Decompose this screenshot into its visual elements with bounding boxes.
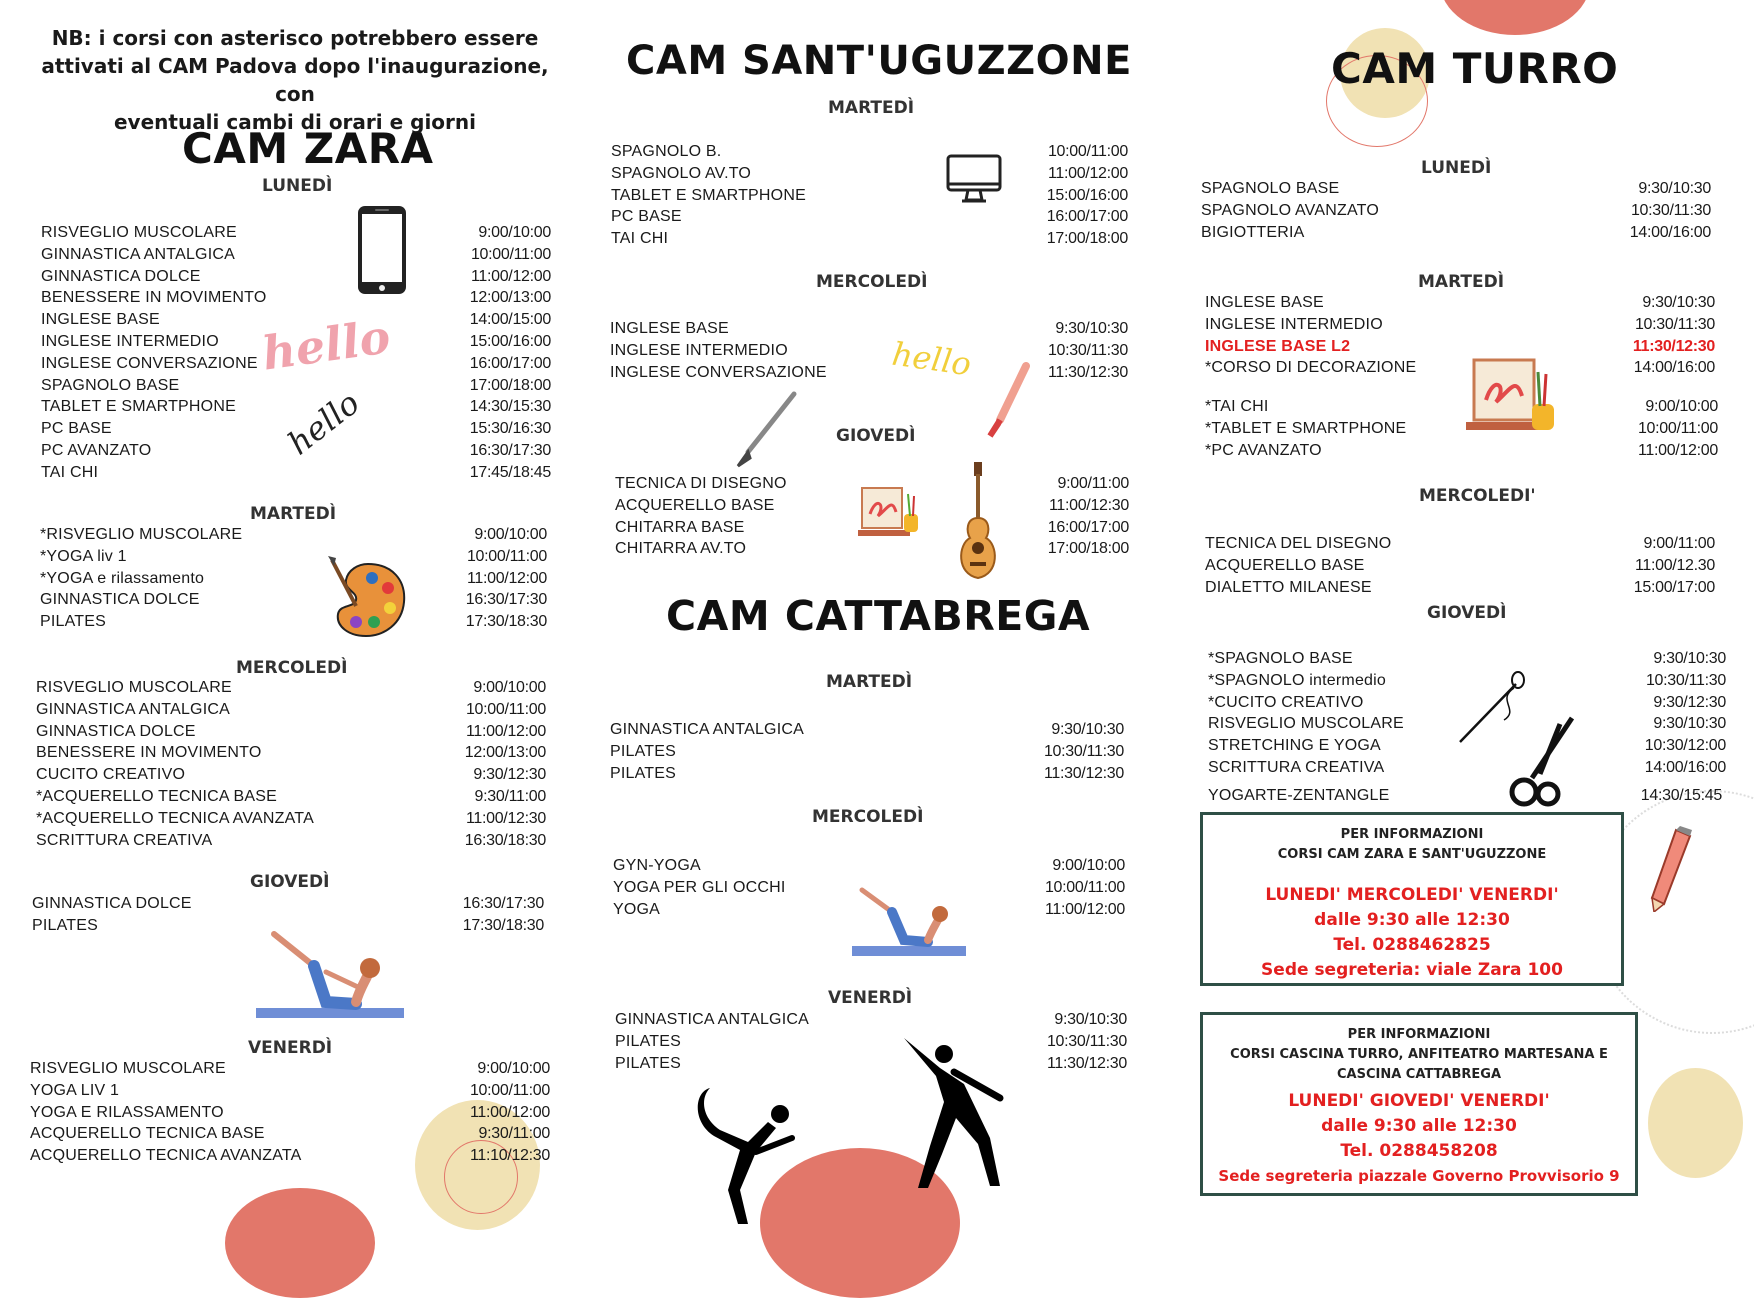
pencil-icon (1646, 826, 1694, 912)
course-time: 15:00/16:00 (1046, 186, 1128, 204)
course-time: 17:00/18:00 (1047, 540, 1129, 558)
course-time: 9:30/12:30 (473, 766, 546, 784)
course-name: *CORSO DI DECORAZIONE (1205, 359, 1417, 377)
schedule-row (1205, 336, 1715, 358)
course-name: *SPAGNOLO intermedio (1208, 671, 1386, 689)
course-time: 10:00/11:00 (469, 1081, 550, 1099)
blob-red-top (1440, 0, 1590, 35)
course-name: INGLESE BASE (41, 311, 160, 329)
scissors-icon (1506, 714, 1578, 810)
course-time: 11:00/12:00 (469, 1103, 550, 1121)
uguzzone-martedi-list (611, 141, 1128, 250)
schedule-row (30, 1058, 550, 1080)
course-time: 11:00/12:00 (1044, 900, 1125, 918)
course-name: GYN-YOGA (613, 857, 701, 874)
course-name: ACQUERELLO BASE (615, 496, 775, 514)
schedule-row (41, 462, 551, 484)
stretching-silhouette-illustration (900, 1028, 1010, 1193)
course-name: INGLESE BASE (1205, 294, 1324, 311)
course-name: GINNASTICA DOLCE (41, 267, 201, 285)
course-time: 10:30/11:30 (1047, 341, 1128, 359)
schedule-row (30, 1102, 550, 1124)
easel-icon (1462, 356, 1558, 446)
schedule-row (41, 222, 551, 244)
course-time: 14:00/16:00 (1633, 359, 1715, 377)
course-time: 14:30/15:30 (469, 398, 551, 416)
schedule-row (1205, 577, 1715, 599)
schedule-row (41, 375, 551, 397)
schedule-row (36, 786, 546, 808)
course-name: RISVEGLIO MUSCOLARE (1208, 715, 1404, 733)
course-name: INGLESE CONVERSAZIONE (610, 363, 827, 381)
course-time: 10:00/11:00 (1047, 143, 1128, 160)
course-time: 17:00/18:00 (1046, 230, 1128, 248)
course-name: GINNASTICA ANTALGICA (610, 721, 804, 738)
course-time: 9:30/10:30 (1054, 1011, 1127, 1028)
schedule-row (36, 677, 546, 699)
schedule-row (615, 1031, 1127, 1053)
turro-martedi-list (1205, 292, 1715, 379)
course-name: GINNASTICA DOLCE (36, 722, 196, 740)
title-cam-cattabrega: CAM CATTABREGA (666, 592, 1091, 640)
course-time: 11:00/12:00 (465, 722, 546, 740)
day-mercoledi: MERCOLEDÌ (236, 658, 348, 678)
info-box-zara-uguzzone (1200, 812, 1624, 986)
course-name: PILATES (40, 613, 107, 631)
course-time: 16:00/17:00 (1047, 518, 1129, 536)
course-time: 10:30/11:30 (1634, 315, 1715, 333)
info-phone: Tel. 0288462825 (1333, 935, 1491, 955)
cattabrega-martedi-list (610, 719, 1124, 784)
schedule-row (32, 893, 544, 915)
info-hours: dalle 9:30 alle 12:30 (1321, 1116, 1517, 1136)
info-phone: Tel. 0288458208 (1340, 1141, 1498, 1161)
day-giovedi: GIOVEDÌ (1427, 603, 1507, 623)
schedule-row (611, 228, 1128, 250)
paintbrush-icon (972, 362, 1032, 442)
course-time: 17:45/18:45 (469, 463, 551, 481)
pilates-figure-illustration (256, 924, 406, 1020)
day-venerdi: VENERDÌ (828, 988, 913, 1008)
course-time: 11:10/12:30 (469, 1147, 550, 1165)
course-time: 17:30/18:30 (465, 613, 547, 631)
schedule-row (611, 141, 1128, 163)
course-time: 11:30/12:30 (1047, 363, 1128, 381)
schedule-row (36, 808, 546, 830)
turro-lunedi-list (1201, 178, 1711, 243)
schedule-row (40, 524, 547, 546)
course-time: 9:30/10:30 (1638, 180, 1711, 197)
course-time: 9:30/11:00 (478, 1125, 550, 1143)
course-time: 9:00/10:00 (473, 679, 546, 696)
zara-mercoledi-list (36, 677, 546, 851)
course-time: 9:30/10:30 (1642, 294, 1715, 311)
course-time: 11:00/12:00 (1637, 441, 1718, 459)
course-name: ACQUERELLO TECNICA BASE (30, 1125, 265, 1143)
course-name: RISVEGLIO MUSCOLARE (36, 679, 232, 696)
title-cam-turro: CAM TURRO (1331, 44, 1619, 93)
course-time: 16:30/18:30 (464, 831, 546, 849)
course-name: *ACQUERELLO TECNICA AVANZATA (36, 809, 314, 827)
schedule-row (40, 589, 547, 611)
schedule-row (1201, 178, 1711, 200)
course-name: TECNICA DI DISEGNO (615, 475, 787, 492)
schedule-row (36, 830, 546, 852)
course-time: 14:30/15:45 (1640, 787, 1722, 804)
title-cam-sant-uguzzone: CAM SANT'UGUZZONE (626, 38, 1132, 84)
course-time: 9:30/11:00 (474, 787, 546, 805)
info-days: LUNEDI' GIOVEDI' VENERDI' (1288, 1091, 1550, 1111)
course-name: BENESSERE IN MOVIMENTO (41, 289, 267, 307)
course-name: *TABLET E SMARTPHONE (1205, 419, 1407, 437)
course-time: 9:00/10:00 (478, 224, 551, 241)
course-time: 10:30/11:30 (1630, 201, 1711, 219)
course-time: 10:30/11:30 (1043, 742, 1124, 760)
schedule-row (40, 546, 547, 568)
pilates-figure-illustration (852, 878, 968, 958)
course-time: 10:30/11:30 (1645, 671, 1726, 689)
schedule-row (1205, 314, 1715, 336)
course-name: TABLET E SMARTPHONE (41, 398, 236, 416)
course-name: SPAGNOLO B. (611, 143, 722, 160)
course-name: TECNICA DEL DISEGNO (1205, 535, 1392, 552)
cattabrega-venerdi-list (615, 1009, 1127, 1074)
course-time: 10:00/11:00 (470, 245, 551, 263)
day-mercoledi: MERCOLEDÌ (816, 272, 928, 292)
course-name: YOGA (613, 900, 661, 918)
course-name: *ACQUERELLO TECNICA BASE (36, 787, 278, 805)
course-name: *CUCITO CREATIVO (1208, 693, 1364, 711)
course-name: INGLESE CONVERSAZIONE (41, 354, 258, 372)
course-name: INGLESE BASE L2 (1205, 337, 1351, 355)
course-name: STRETCHING E YOGA (1208, 737, 1381, 755)
schedule-row (1205, 533, 1715, 555)
schedule-row (610, 362, 1128, 384)
schedule-row (41, 396, 551, 418)
day-martedi: MARTEDÌ (826, 672, 913, 692)
info-heading: PER INFORMAZIONI (1340, 827, 1484, 842)
paintbrush-icon (730, 390, 800, 470)
course-time: 9:30/10:30 (1653, 715, 1726, 733)
course-time: 10:30/12:00 (1644, 737, 1726, 755)
course-time: 9:30/12:30 (1653, 693, 1726, 711)
course-time: 11:00/12:30 (1048, 496, 1129, 514)
course-time: 11:00/12:00 (466, 569, 547, 587)
course-time: 15:00/17:00 (1633, 578, 1715, 596)
course-name: BENESSERE IN MOVIMENTO (36, 744, 262, 762)
course-name: GINNASTICA DOLCE (32, 895, 192, 912)
course-time: 14:00/16:00 (1644, 758, 1726, 776)
course-name: DIALETTO MILANESE (1205, 578, 1372, 596)
course-time: 10:30/11:30 (1046, 1032, 1127, 1050)
course-time: 10:00/11:00 (1637, 419, 1718, 437)
schedule-row (610, 719, 1124, 741)
schedule-row (41, 266, 551, 288)
course-name: YOGA E RILASSAMENTO (30, 1103, 224, 1121)
note (20, 24, 570, 136)
course-name: PILATES (615, 1054, 682, 1072)
course-time: 9:30/10:30 (1055, 320, 1128, 337)
course-name: INGLESE INTERMEDIO (1205, 315, 1383, 333)
course-name: CUCITO CREATIVO (36, 766, 186, 784)
course-name: *RISVEGLIO MUSCOLARE (40, 526, 243, 543)
schedule-row (610, 741, 1124, 763)
course-name: PC BASE (611, 208, 682, 226)
blob-red-bottom-left (225, 1188, 375, 1298)
paint-palette-icon (328, 556, 408, 642)
schedule-row (41, 244, 551, 266)
course-name: RISVEGLIO MUSCOLARE (30, 1060, 226, 1077)
day-martedi: MARTEDÌ (250, 504, 337, 524)
course-name: GINNASTICA ANTALGICA (615, 1011, 809, 1028)
course-name: *SPAGNOLO BASE (1208, 650, 1353, 667)
course-name: GINNASTICA ANTALGICA (36, 700, 230, 718)
course-name: TABLET E SMARTPHONE (611, 186, 806, 204)
day-venerdi: VENERDÌ (248, 1038, 333, 1058)
zara-martedi-list (40, 524, 547, 633)
schedule-row (610, 763, 1124, 785)
course-time: 9:00/11:00 (1057, 475, 1129, 492)
course-name: YOGA PER GLI OCCHI (613, 878, 786, 896)
schedule-row (1201, 200, 1711, 222)
schedule-row (1208, 648, 1726, 670)
course-time: 17:00/18:00 (469, 376, 551, 394)
course-time: 15:00/16:00 (469, 332, 551, 350)
schedule-row (40, 568, 547, 590)
course-name: CHITARRA AV.TO (615, 540, 747, 558)
course-name: YOGA LIV 1 (30, 1081, 120, 1099)
info-box-turro-cattabrega (1200, 1012, 1638, 1196)
note-line: attivati al CAM Padova dopo l'inaugurazione, con (41, 54, 549, 106)
course-time: 9:30/10:30 (1653, 650, 1726, 667)
course-name: *YOGA liv 1 (40, 547, 127, 565)
course-name: SCRITTURA CREATIVA (1208, 758, 1385, 776)
course-time: 9:30/10:30 (1051, 721, 1124, 738)
info-heading: PER INFORMAZIONI (1347, 1027, 1491, 1042)
schedule-row (610, 340, 1128, 362)
course-name: SPAGNOLO BASE (41, 376, 180, 394)
schedule-row (613, 855, 1125, 877)
day-giovedi: GIOVEDÌ (250, 872, 330, 892)
schedule-row (36, 764, 546, 786)
info-address: Sede segreteria piazzale Governo Provvisorio 9 (1218, 1167, 1620, 1185)
course-name: INGLESE BASE (610, 320, 729, 337)
schedule-row (1205, 357, 1715, 379)
course-name: BIGIOTTERIA (1201, 223, 1305, 241)
info-subheading: CASCINA CATTABREGA (1336, 1067, 1502, 1082)
info-subheading: CORSI CASCINA TURRO, ANFITEATRO MARTESANA E (1230, 1047, 1608, 1062)
info-hours: dalle 9:30 alle 12:30 (1314, 910, 1510, 930)
easel-icon (858, 484, 924, 544)
schedule-row (40, 611, 547, 633)
schedule-row (611, 163, 1128, 185)
day-lunedi: LUNEDÌ (1421, 158, 1492, 178)
schedule-row (615, 1053, 1127, 1075)
course-name: CHITARRA BASE (615, 518, 745, 536)
course-name: SPAGNOLO BASE (1201, 180, 1340, 197)
note-line: eventuali cambi di orari e giorni (113, 110, 476, 134)
course-name: ACQUERELLO BASE (1205, 556, 1365, 574)
schedule-row (30, 1080, 550, 1102)
course-time: 11:00/12:00 (470, 267, 551, 285)
course-name: *TAI CHI (1205, 398, 1269, 415)
course-name: SCRITTURA CREATIVA (36, 831, 213, 849)
schedule-row (611, 185, 1128, 207)
course-name: PC BASE (41, 420, 112, 438)
course-time: 10:00/11:00 (466, 547, 547, 565)
schedule-row (1201, 222, 1711, 244)
course-name: *YOGA e rilassamento (40, 569, 205, 587)
info-days: LUNEDI' MERCOLEDI' VENERDI' (1265, 885, 1559, 905)
course-time: 9:00/10:00 (477, 1060, 550, 1077)
schedule-row (1208, 785, 1722, 807)
uguzzone-mercoledi-list (610, 318, 1128, 383)
smartphone-icon (356, 204, 408, 296)
course-name: YOGARTE-ZENTANGLE (1208, 787, 1390, 804)
course-name: PILATES (610, 742, 677, 760)
course-time: 11:30/12:30 (1046, 1054, 1127, 1072)
day-lunedi: LUNEDÌ (262, 176, 333, 196)
hello-pink-lettering: hello (258, 309, 394, 381)
yoga-silhouette-illustration (690, 1078, 805, 1228)
schedule-row (36, 742, 546, 764)
course-name: TAI CHI (41, 463, 99, 481)
course-time: 14:00/16:00 (1629, 223, 1711, 241)
course-time: 16:30/17:30 (465, 591, 547, 609)
course-name: RISVEGLIO MUSCOLARE (41, 224, 237, 241)
course-name: SPAGNOLO AV.TO (611, 164, 752, 182)
course-name: GINNASTICA ANTALGICA (41, 245, 235, 263)
title-cam-zara: CAM ZARA (182, 124, 434, 173)
course-name: TAI CHI (611, 230, 669, 248)
course-time: 16:30/17:30 (462, 895, 544, 912)
course-time: 9:00/11:00 (1643, 535, 1715, 552)
guitar-icon (952, 462, 1004, 582)
course-name: PILATES (610, 764, 677, 782)
course-name: INGLESE INTERMEDIO (610, 341, 788, 359)
course-time: 11:00/12:00 (1047, 164, 1128, 182)
course-time: 9:00/10:00 (1052, 857, 1125, 874)
schedule-row (36, 721, 546, 743)
blob-yellow-right (1648, 1068, 1743, 1178)
course-time: 11:00/12.30 (1634, 556, 1715, 574)
turro-mercoledi-list (1205, 533, 1715, 598)
course-time: 10:00/11:00 (1044, 878, 1125, 896)
hello-yellow-lettering: hello (889, 334, 974, 384)
day-martedi: MARTEDÌ (1418, 272, 1505, 292)
schedule-row (610, 318, 1128, 340)
computer-monitor-icon (946, 154, 1002, 204)
schedule-row (615, 1009, 1127, 1031)
course-time: 17:30/18:30 (462, 916, 544, 934)
course-time: 12:00/13:00 (469, 289, 551, 307)
zara-venerdi-list (30, 1058, 550, 1167)
schedule-row (1205, 292, 1715, 314)
course-name: PILATES (615, 1032, 682, 1050)
course-time: 11:30/12:30 (1043, 764, 1124, 782)
day-giovedi: GIOVEDÌ (836, 426, 916, 446)
course-name: SPAGNOLO AVANZATO (1201, 201, 1379, 219)
course-time: 16:00/17:00 (469, 354, 551, 372)
course-name: PC AVANZATO (41, 441, 152, 459)
course-name: GINNASTICA DOLCE (40, 591, 200, 609)
course-name: *PC AVANZATO (1205, 441, 1322, 459)
schedule-row (36, 699, 546, 721)
hello-black-lettering: hello (280, 383, 367, 463)
course-time: 16:30/17:30 (469, 441, 551, 459)
day-mercoledi: MERCOLEDÌ (812, 807, 924, 827)
course-time: 16:00/17:00 (1046, 208, 1128, 226)
course-time: 11:30/12:30 (1632, 337, 1715, 355)
info-subheading: CORSI CAM ZARA E SANT'UGUZZONE (1277, 847, 1547, 862)
schedule-row (30, 1123, 550, 1145)
day-martedi: MARTEDÌ (828, 98, 915, 118)
schedule-row (1205, 555, 1715, 577)
info-address: Sede segreteria: viale Zara 100 (1261, 960, 1563, 980)
course-time: 9:00/10:00 (474, 526, 547, 543)
course-time: 9:00/10:00 (1645, 398, 1718, 415)
course-name: ACQUERELLO TECNICA AVANZATA (30, 1147, 302, 1165)
course-time: 11:00/12:30 (465, 809, 546, 827)
schedule-row (1208, 757, 1726, 779)
course-time: 10:00/11:00 (465, 700, 546, 718)
course-name: PILATES (32, 916, 99, 934)
course-name: INGLESE INTERMEDIO (41, 332, 219, 350)
course-time: 14:00/15:00 (469, 311, 551, 329)
course-time: 12:00/13:00 (464, 744, 546, 762)
day-mercoledi: MERCOLEDI' (1419, 486, 1536, 506)
note-line: NB: i corsi con asterisco potrebbero essere (51, 26, 539, 50)
course-time: 15:30/16:30 (469, 420, 551, 438)
schedule-row (30, 1145, 550, 1167)
schedule-row (611, 206, 1128, 228)
schedule-row (41, 287, 551, 309)
turro-giovedi-extra-list (1208, 785, 1722, 807)
